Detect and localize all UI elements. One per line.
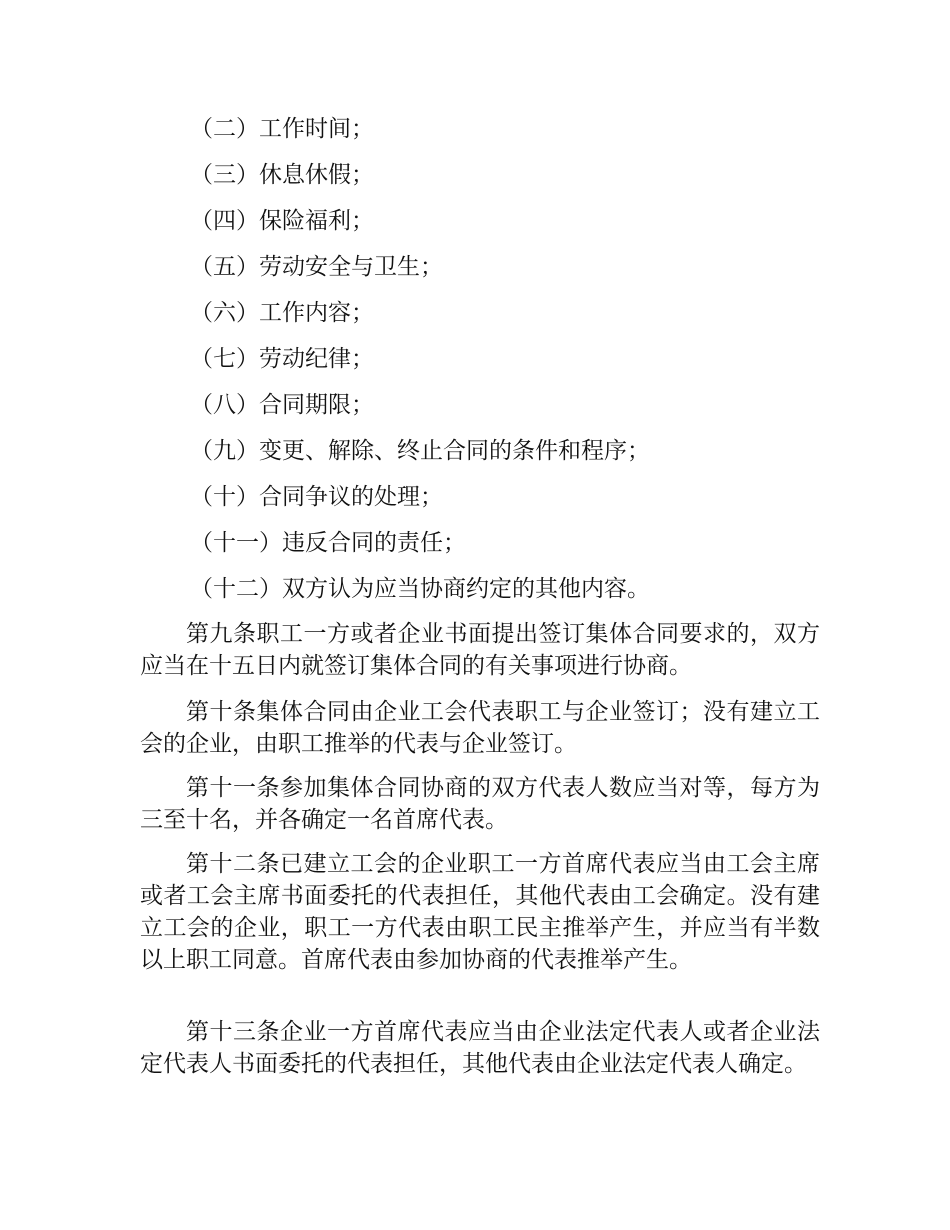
article-12: 第十二条已建立工会的企业职工一方首席代表应当由工会主席或者工会主席书面委托的代表担任，其他代表由工会确定。没有建立工会的企业，职工一方代表由职工民主推举产生，并应当有半数以上职工同意。首席代表由参加协商的代表推举产生。	[140, 851, 820, 973]
list-item-10: （十）合同争议的处理；	[190, 484, 443, 510]
list-item-2: （二）工作时间；	[190, 116, 374, 142]
list-item-9: （九）变更、解除、终止合同的条件和程序；	[190, 438, 650, 464]
article-11: 第十一条参加集体合同协商的双方代表人数应当对等，每方为三至十名，并各确定一名首席代表。	[140, 775, 820, 833]
article-9: 第九条职工一方或者企业书面提出签订集体合同要求的，双方应当在十五日内就签订集体合同的有关事项进行协商。	[140, 621, 820, 679]
list-item-6: （六）工作内容；	[190, 300, 374, 326]
list-item-8: （八）合同期限；	[190, 392, 374, 418]
article-13: 第十三条企业一方首席代表应当由企业法定代表人或者企业法定代表人书面委托的代表担任，其他代表由企业法定代表人确定。	[140, 1019, 820, 1077]
list-item-5: （五）劳动安全与卫生；	[190, 254, 443, 280]
list-item-4: （四）保险福利；	[190, 208, 374, 234]
list-item-7: （七）劳动纪律；	[190, 346, 374, 372]
article-10: 第十条集体合同由企业工会代表职工与企业签订；没有建立工会的企业，由职工推举的代表与企业签订。	[140, 699, 820, 757]
list-item-12: （十二）双方认为应当协商约定的其他内容。	[190, 576, 650, 602]
list-item-11: （十一）违反合同的责任；	[190, 530, 466, 556]
list-item-3: （三）休息休假；	[190, 162, 374, 188]
